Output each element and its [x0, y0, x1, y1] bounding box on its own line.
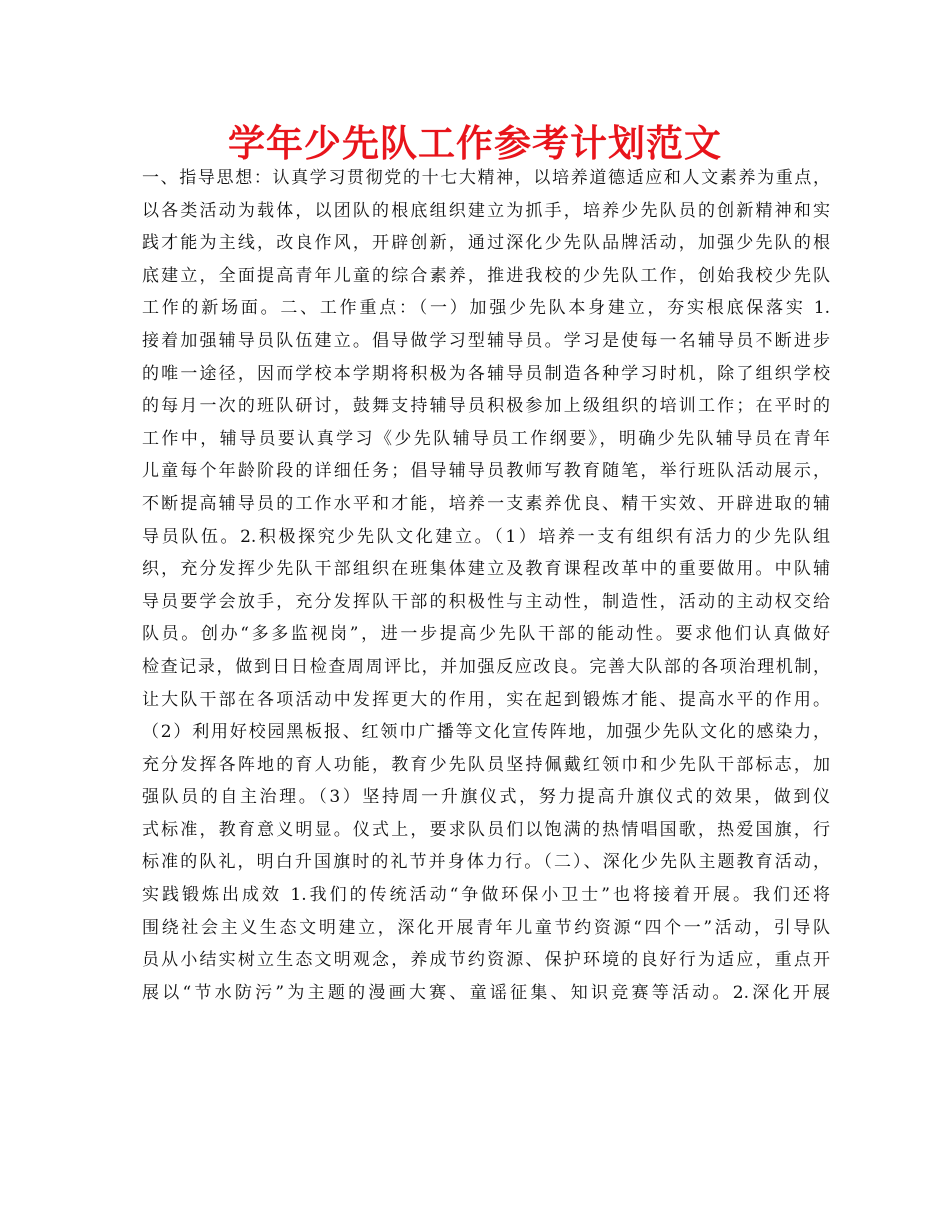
body-line: 充分发挥各阵地的育人功能，教育少先队员坚持佩戴红领巾和少先队干部标志，加	[142, 754, 830, 775]
document-body	[142, 162, 830, 1009]
body-line: 标准的队礼，明白升国旗时的礼节并身体力行。（二）、深化少先队主题教育活动，	[142, 852, 830, 873]
body-line: 强队员的自主治理。（3）坚持周一升旗仪式，努力提高升旗仪式的效果，做到仪	[142, 787, 830, 808]
body-line: 检查记录，做到日日检查周周评比，并加强反应改良。完善大队部的各项治理机制，	[142, 656, 830, 677]
body-line: 接着加强辅导员队伍建立。倡导做学习型辅导员。学习是使每一名辅导员不断进步	[142, 330, 830, 351]
body-line: 展以“节水防污”为主题的漫画大赛、童谣征集、知识竞赛等活动。2.深化开展	[142, 982, 830, 1003]
body-line: 员从小结实树立生态文明观念，养成节约资源、保护环境的良好行为适应，重点开	[142, 950, 830, 971]
body-line: 工作中，辅导员要认真学习《少先队辅导员工作纲要》，明确少先队辅导员在青年	[142, 428, 830, 449]
body-line: 践才能为主线，改良作风，开辟创新，通过深化少先队品牌活动，加强少先队的根	[142, 233, 830, 254]
body-line: 式标准，教育意义明显。仪式上，要求队员们以饱满的热情唱国歌，热爱国旗，行	[142, 819, 830, 840]
body-line: 围绕社会主义生态文明建立，深化开展青年儿童节约资源“四个一”活动，引导队	[142, 917, 830, 938]
body-line: 让大队干部在各项活动中发挥更大的作用，实在起到锻炼才能、提高水平的作用。	[142, 689, 830, 710]
body-line: 实践锻炼出成效 1.我们的传统活动“争做环保小卫士”也将接着开展。我们还将	[142, 885, 830, 906]
body-line: 织，充分发挥少先队干部组织在班集体建立及教育课程改革中的重要做用。中队辅	[142, 559, 830, 580]
body-line: 的唯一途径，因而学校本学期将积极为各辅导员制造各种学习时机，除了组织学校	[142, 363, 830, 384]
document-title: 学年少先队工作参考计划范文	[228, 122, 722, 165]
body-line: 以各类活动为载体，以团队的根底组织建立为抓手，培养少先队员的创新精神和实	[142, 200, 830, 221]
body-line: 儿童每个年龄阶段的详细任务；倡导辅导员教师写教育随笔，举行班队活动展示，	[142, 461, 830, 482]
body-line: 的每月一次的班队研讨，鼓舞支持辅导员积极参加上级组织的培训工作；在平时的	[142, 396, 830, 417]
body-line: （2）利用好校园黑板报、红领巾广播等文化宣传阵地，加强少先队文化的感染力，	[142, 722, 830, 743]
body-line: 工作的新场面。二、工作重点：（一）加强少先队本身建立，夯实根底保落实 1.	[142, 298, 830, 319]
body-line: 导员要学会放手，充分发挥队干部的积极性与主动性，制造性，活动的主动权交给	[142, 591, 830, 612]
body-line: 不断提高辅导员的工作水平和才能，培养一支素养优良、精干实效、开辟进取的辅	[142, 493, 830, 514]
body-line: 队员。创办“多多监视岗”，进一步提高少先队干部的能动性。要求他们认真做好	[142, 624, 830, 645]
body-line: 一、指导思想：认真学习贯彻党的十七大精神，以培养道德适应和人文素养为重点，	[142, 168, 830, 188]
body-line: 底建立，全面提高青年儿童的综合素养，推进我校的少先队工作，创始我校少先队	[142, 265, 830, 286]
body-line: 导员队伍。2.积极探究少先队文化建立。（1）培养一支有组织有活力的少先队组	[142, 526, 830, 547]
